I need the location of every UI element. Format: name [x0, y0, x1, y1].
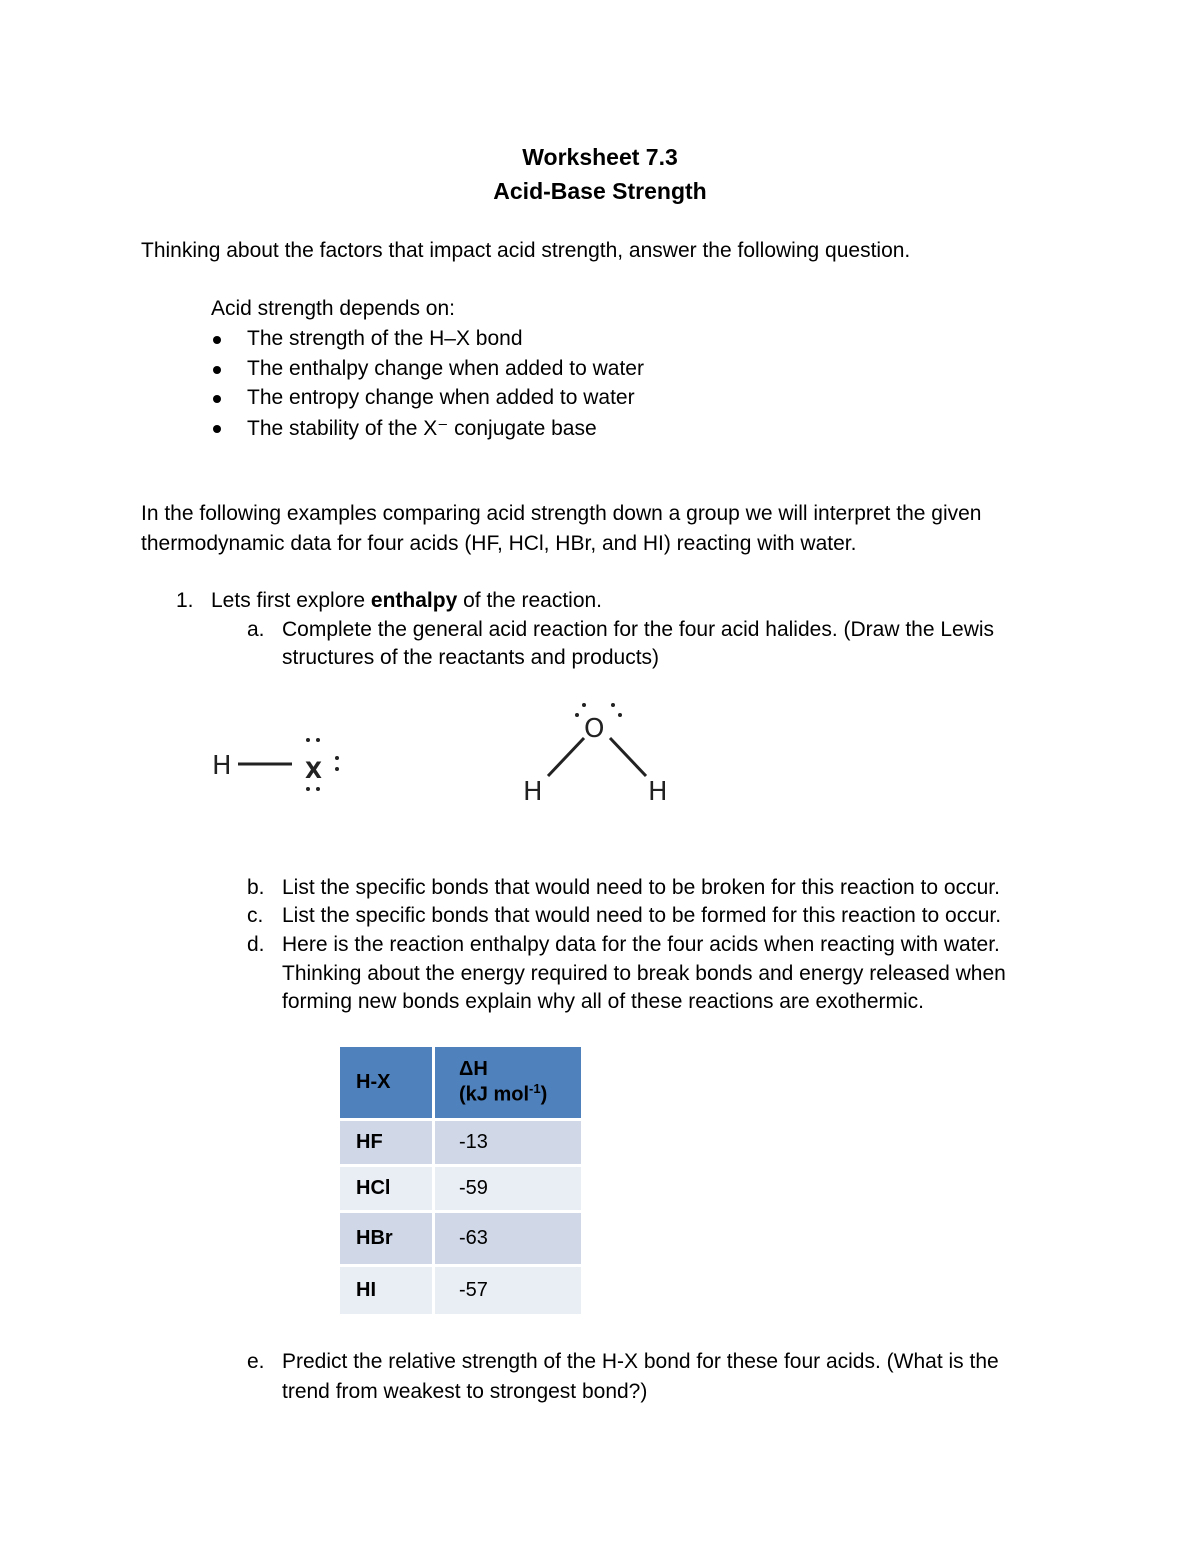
- paragraph-line: thermodynamic data for four acids (HF, HCl, HBr, and HI) reacting with water.: [141, 532, 857, 555]
- question-1-prefix: Lets first explore: [211, 589, 371, 612]
- question-1-text: [211, 589, 602, 613]
- halogen-label: X: [305, 759, 322, 784]
- bond-line: [548, 738, 584, 776]
- unit-exponent: -1: [529, 1081, 541, 1097]
- list-item: The entropy change when added to water: [247, 386, 635, 409]
- table-header-dh-symbol: ΔH: [459, 1058, 488, 1081]
- enthalpy-table: [340, 1047, 581, 1317]
- part-d-label: d.: [247, 933, 265, 956]
- table-cell-dh: -13: [435, 1121, 581, 1167]
- table-cell-dh: -57: [435, 1267, 581, 1317]
- table-header-dh: [435, 1047, 581, 1121]
- lone-pair-dot: [575, 713, 579, 717]
- question-number: 1.: [176, 589, 194, 612]
- lone-pair-dot: [618, 713, 622, 717]
- bullet-icon: [213, 395, 221, 403]
- part-d-text: Here is the reaction enthalpy data for the four acids when reacting with water.: [282, 933, 1000, 956]
- water-lewis-structure: [523, 703, 668, 807]
- page-subtitle: Acid-Base Strength: [493, 178, 707, 204]
- part-d-text: Thinking about the energy required to break bonds and energy released when: [282, 962, 1006, 985]
- lone-pair-dot: [306, 787, 310, 791]
- part-e-text: trend from weakest to strongest bond?): [282, 1380, 648, 1403]
- lone-pair-dot: [335, 767, 339, 771]
- part-e-text: Predict the relative strength of the H-X bond for these four acids. (What is the: [282, 1350, 999, 1373]
- table-row: [340, 1267, 581, 1317]
- table-row: [340, 1213, 581, 1267]
- part-a-label: a.: [247, 618, 265, 641]
- table-cell-acid: HF: [340, 1121, 435, 1167]
- paragraph-line: In the following examples comparing acid strength down a group we will interpret the given: [141, 502, 982, 525]
- bullet-icon: [213, 425, 221, 433]
- unit-text-close: ): [540, 1083, 548, 1106]
- lewis-structures: [0, 690, 1200, 820]
- list-item: The enthalpy change when added to water: [247, 357, 644, 380]
- hydrogen-label: H: [523, 777, 543, 807]
- part-c-label: c.: [247, 904, 264, 927]
- part-d-text: forming new bonds explain why all of these reactions are exothermic.: [282, 990, 924, 1013]
- table-cell-acid: HI: [340, 1267, 435, 1317]
- lone-pair-dot: [335, 756, 339, 760]
- list-item: The strength of the H–X bond: [247, 327, 523, 350]
- table-row: [340, 1167, 581, 1213]
- table-cell-dh: -59: [435, 1167, 581, 1213]
- list-item: The stability of the X⁻ conjugate base: [247, 417, 597, 440]
- table-row: [340, 1121, 581, 1167]
- question-1-suffix: of the reaction.: [457, 589, 603, 612]
- intro-text: Thinking about the factors that impact acid strength, answer the following question.: [141, 239, 911, 262]
- table-cell-acid: HBr: [340, 1213, 435, 1267]
- bond-line: [610, 738, 646, 776]
- table-cell-acid: HCl: [340, 1167, 435, 1213]
- table-header-dh-unit: [459, 1081, 581, 1107]
- part-e-label: e.: [247, 1350, 265, 1373]
- part-c-text: List the specific bonds that would need to be formed for this reaction to occur.: [282, 904, 1002, 927]
- table-cell-dh: -63: [435, 1213, 581, 1267]
- lone-pair-dot: [316, 787, 320, 791]
- bullet-icon: [213, 366, 221, 374]
- question-1-bold: enthalpy: [370, 589, 458, 612]
- lone-pair-dot: [316, 738, 320, 742]
- table-header-row: [340, 1047, 581, 1121]
- page-title: Worksheet 7.3: [522, 144, 678, 170]
- part-b-text: List the specific bonds that would need to be broken for this reaction to occur.: [282, 876, 1000, 899]
- lone-pair-dot: [306, 738, 310, 742]
- unit-text: (kJ mol: [459, 1083, 530, 1106]
- table-header-hx: H-X: [340, 1047, 435, 1121]
- hx-lewis-structure: [212, 738, 339, 791]
- factors-heading: Acid strength depends on:: [211, 297, 456, 320]
- hydrogen-label: H: [212, 751, 232, 781]
- oxygen-label: O: [584, 714, 605, 744]
- part-a-text: structures of the reactants and products): [282, 646, 660, 669]
- lone-pair-dot: [582, 703, 586, 707]
- part-b-label: b.: [247, 876, 265, 899]
- hydrogen-label: H: [648, 777, 668, 807]
- bullet-icon: [213, 336, 221, 344]
- part-a-text: Complete the general acid reaction for the four acid halides. (Draw the Lewis: [282, 618, 995, 641]
- lone-pair-dot: [611, 703, 615, 707]
